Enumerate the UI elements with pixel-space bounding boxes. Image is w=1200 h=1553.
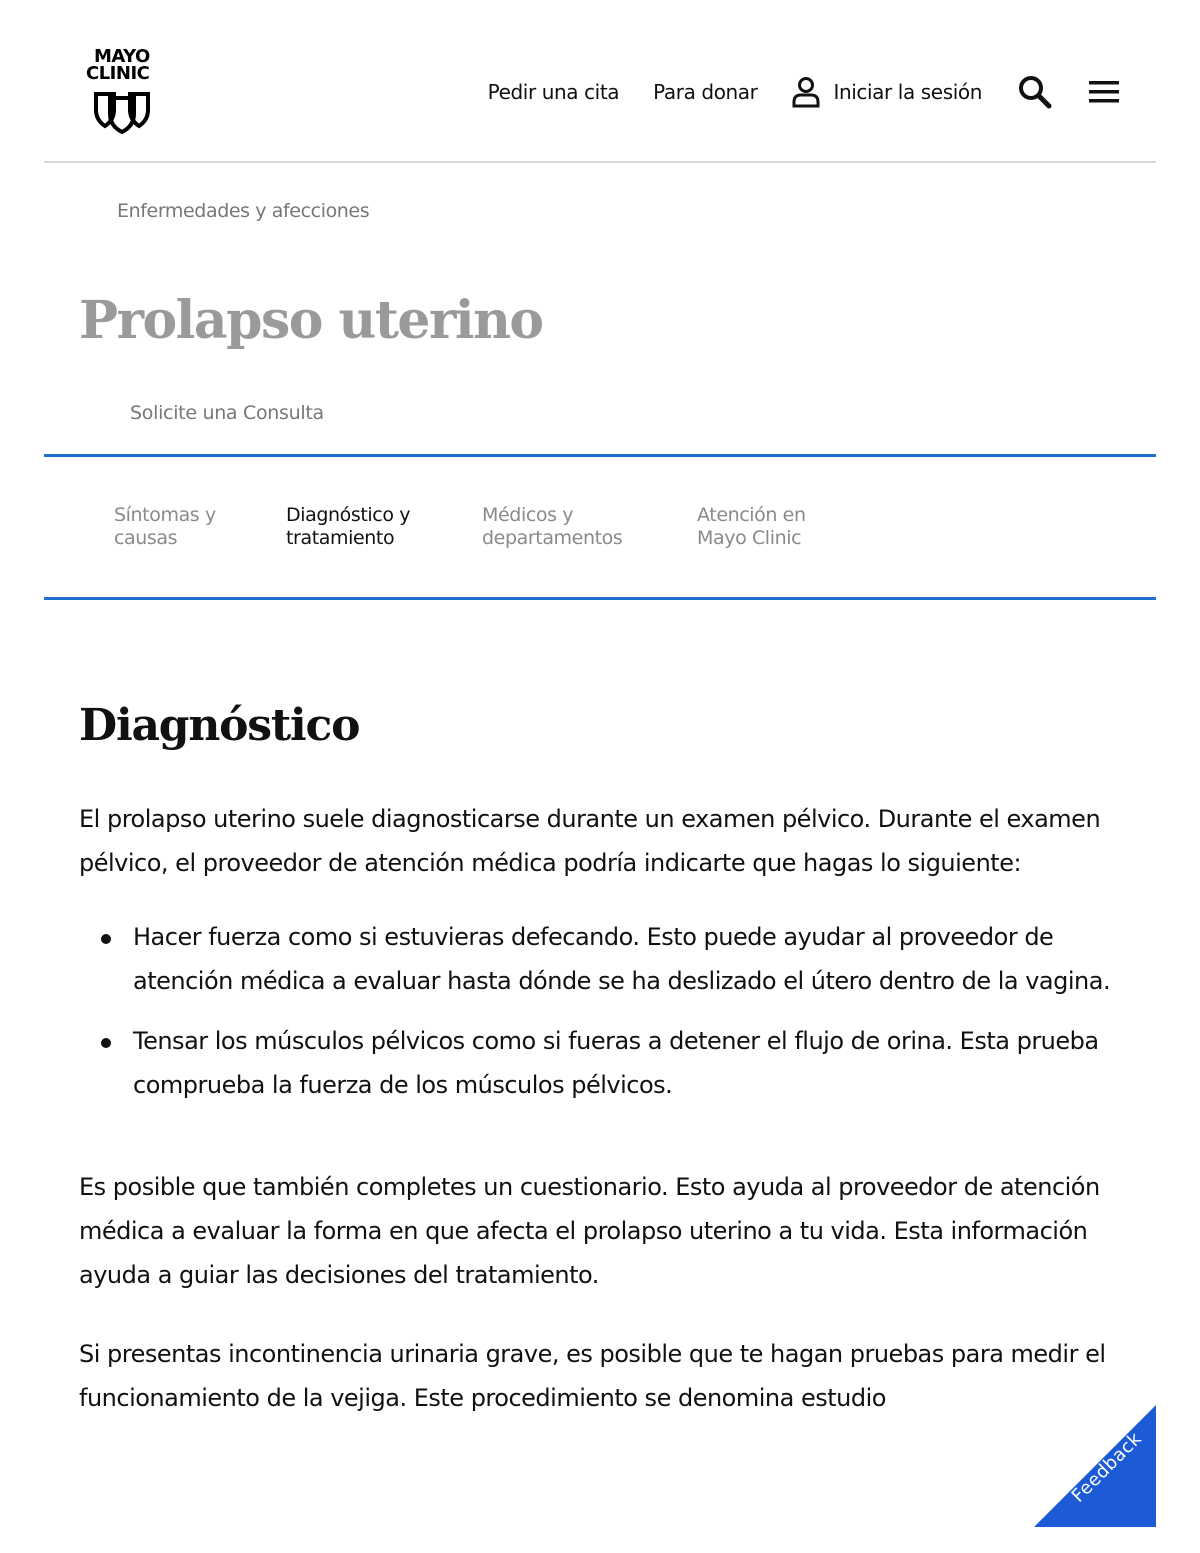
- appointment-link[interactable]: Pedir una cita: [487, 80, 620, 104]
- paragraph: El prolapso uterino suele diagnosticarse durante un examen pélvico. Durante el examen pélvico, el proveedor de atención médica podría indicarte que hagas lo siguiente:: [79, 805, 1101, 877]
- tab-label-line2: causas: [114, 527, 178, 549]
- login-link[interactable]: [791, 76, 982, 108]
- tabs-top-divider: [44, 454, 1156, 457]
- paragraph: Si presentas incontinencia urinaria grave, es posible que te hagan pruebas para medir el funcionamiento de la vejiga. Este procedimiento se denomina estudio: [79, 1340, 1106, 1412]
- tab-label-line1: Diagnóstico y: [286, 504, 411, 526]
- user-icon: [791, 76, 821, 108]
- shield-logo-icon: [92, 88, 152, 134]
- breadcrumb[interactable]: Enfermedades y afecciones: [117, 200, 370, 222]
- donate-link[interactable]: Para donar: [653, 80, 758, 104]
- hamburger-menu-icon: [1088, 79, 1120, 105]
- login-label: Iniciar la sesión: [833, 80, 982, 104]
- feedback-button[interactable]: [1034, 1405, 1156, 1527]
- list-item: Tensar los músculos pélvicos como si fueras a detener el flujo de orina. Esta prueba comprueba la fuerza de los músculos pélvicos.: [79, 1019, 1124, 1107]
- menu-button[interactable]: [1088, 79, 1120, 105]
- tab-label-line1: Atención en: [697, 504, 806, 526]
- tab-symptoms-causes[interactable]: [114, 504, 284, 550]
- request-consultation-link[interactable]: Solicite una Consulta: [130, 402, 324, 424]
- logo-wordmark: [86, 48, 158, 82]
- paragraph: Es posible que también completes un cuestionario. Esto ayuda al proveedor de atención médica a evaluar la forma en que afecta el prolapso uterino a tu vida. Esta información ayuda a guiar las decisiones del tratamiento.: [79, 1173, 1100, 1289]
- tab-label-line2: tratamiento: [286, 527, 395, 549]
- mayo-clinic-logo[interactable]: [86, 48, 158, 136]
- search-button[interactable]: [1018, 75, 1052, 109]
- logo-line-2: CLINIC: [86, 63, 150, 84]
- bullet-list: [79, 915, 1124, 1107]
- article-content: [79, 797, 1124, 1420]
- tab-label-line1: Síntomas y: [114, 504, 216, 526]
- tab-label-line2: Mayo Clinic: [697, 527, 802, 549]
- tab-care-at-mayo[interactable]: [697, 504, 867, 550]
- logo-line-1: MAYO: [94, 46, 150, 67]
- tab-label-line1: Médicos y: [482, 504, 574, 526]
- tab-diagnosis-treatment[interactable]: [286, 504, 456, 550]
- tabs-bottom-divider: [44, 597, 1156, 600]
- tab-doctors-departments[interactable]: [482, 504, 672, 550]
- page-title: Prolapso uterino: [79, 290, 543, 351]
- tab-label-line2: departamentos: [482, 527, 623, 549]
- search-icon: [1018, 75, 1052, 109]
- section-title: Diagnóstico: [79, 700, 360, 751]
- header-divider: [44, 161, 1156, 163]
- feedback-label: Feedback: [1067, 1428, 1147, 1507]
- list-item: Hacer fuerza como si estuvieras defecando. Esto puede ayudar al proveedor de atención médica a evaluar hasta dónde se ha deslizado el útero dentro de la vagina.: [79, 915, 1124, 1003]
- top-navigation: [488, 70, 1120, 114]
